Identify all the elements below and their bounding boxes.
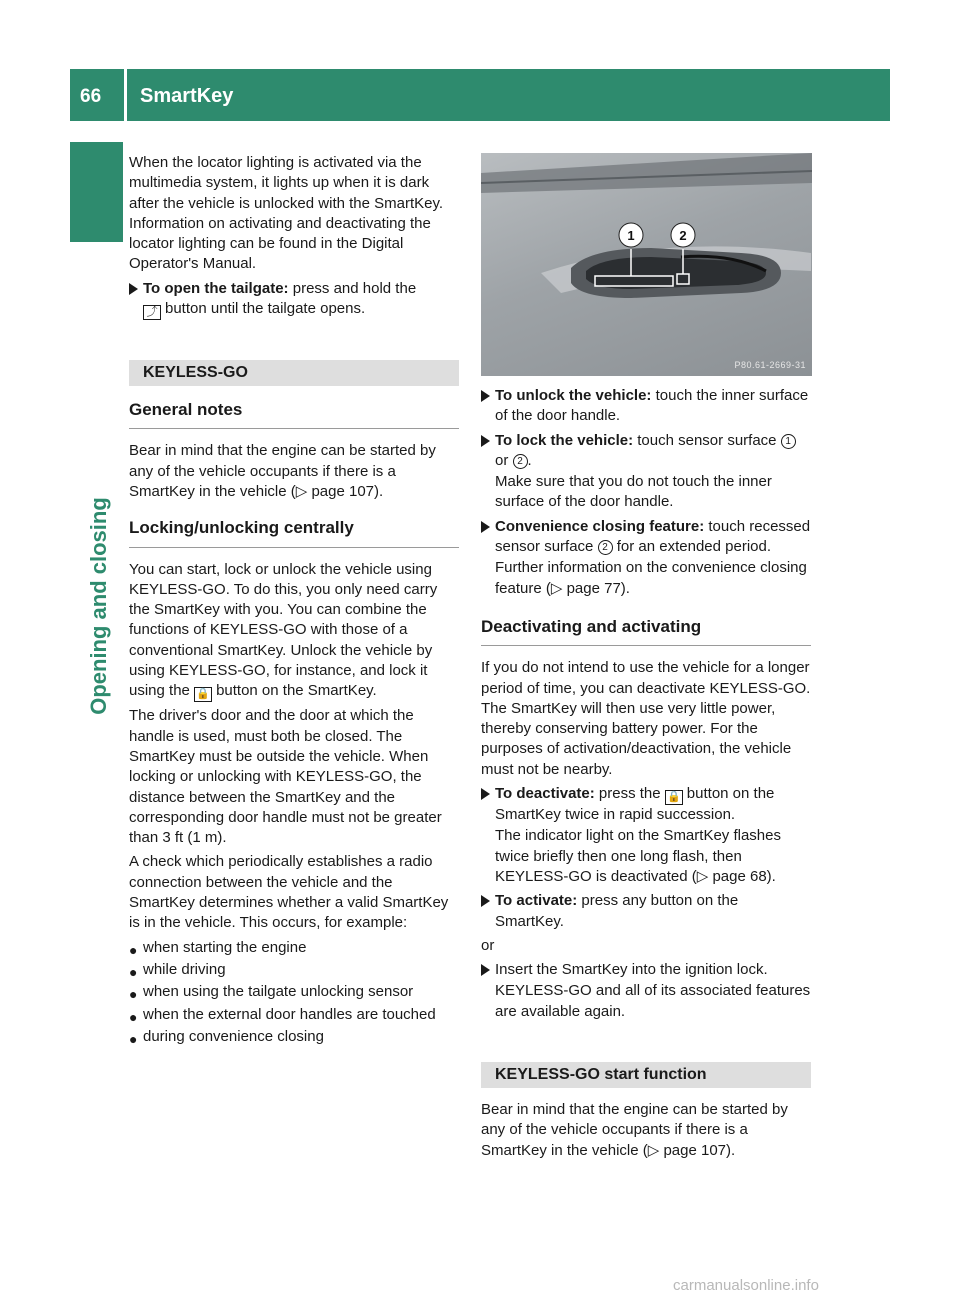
list-item-text: when using the tailgate unlocking sensor <box>143 983 414 1001</box>
step-text: touch the inner surface of the door handle. <box>495 387 809 425</box>
step-note: KEYLESS-GO and all of its associated features are available again. <box>495 982 811 1020</box>
start-function-text: Bear in mind that the engine can be started by any of the vehicle occupants if there is a SmartKey in the vehicle (▷ page 107). <box>481 1101 788 1159</box>
bullet-icon: ● <box>129 941 138 958</box>
locking-paragraph-1 <box>129 560 459 703</box>
list-item <box>129 1027 459 1047</box>
step-arrow-icon <box>129 283 138 295</box>
header-separator <box>124 69 127 121</box>
keyless-go-start-heading: KEYLESS-GO start function <box>481 1062 811 1088</box>
general-notes-heading: General notes <box>129 400 459 429</box>
step-note: The indicator light on the SmartKey flashes twice briefly then one long flash, then KEYLESS-GO is deactivated (▷ page 68). <box>495 827 781 885</box>
callout-ref-1: 1 <box>781 434 796 449</box>
step-arrow-icon <box>481 788 490 800</box>
step-text: press and hold the <box>292 279 417 297</box>
list-item-text: while driving <box>143 960 226 978</box>
step-text: Insert the SmartKey into the ignition lock. <box>495 961 768 979</box>
general-notes-text: Bear in mind that the engine can be started by any of the vehicle occupants if there is a SmartKey in the vehicle (▷ page 107). <box>129 442 436 500</box>
or-text: or <box>481 936 495 954</box>
section-title: SmartKey <box>140 85 234 107</box>
step-text: for an extended period. <box>616 538 772 556</box>
step-arrow-icon <box>481 435 490 447</box>
list-item <box>129 960 459 980</box>
side-tab <box>70 142 123 242</box>
lock-key-icon: 🔒 <box>665 790 683 805</box>
locator-lighting-paragraph: When the locator lighting is activated via the multimedia system, it lights up when it is dark after the vehicle is unlocked with the SmartKey. Information on activating and deactivating the locator lighting can be found in the Digital Operator's Manual. <box>129 154 444 273</box>
insert-step <box>481 960 811 1022</box>
step-text: touch sensor surface <box>637 431 777 449</box>
locking-paragraph-2: The driver's door and the door at which the handle is used, must both be closed. The SmartKey must be outside the vehicle. When locking or unlocking with KEYLESS-GO, the distance between the SmartKey and the corresponding door handle must not be greater than 3 ft (1 m). <box>129 707 442 847</box>
step-note: Further information on the convenience closing feature (▷ page 77). <box>495 559 807 597</box>
keyless-go-heading: KEYLESS-GO <box>129 360 459 386</box>
lock-key-icon: 🔒 <box>194 687 212 702</box>
footer-watermark: carmanualsonline.info <box>673 1277 819 1294</box>
step-text: or <box>495 451 509 469</box>
step-note: Make sure that you do not touch the inner surface of the door handle. <box>495 473 772 511</box>
step-title: To activate: <box>495 892 578 910</box>
bullet-icon: ● <box>129 963 138 980</box>
locking-text: button on the SmartKey. <box>216 682 377 700</box>
list-item-text: when the external door handles are touched <box>143 1005 436 1023</box>
step-text: press any button on the SmartKey. <box>495 892 739 930</box>
list-item-text: when starting the engine <box>143 938 307 956</box>
step-title: To unlock the vehicle: <box>495 387 652 404</box>
chapter-label: Opening and closing <box>86 497 111 715</box>
step-title: To lock the vehicle: <box>495 431 634 449</box>
deactivating-heading: Deactivating and activating <box>481 617 811 646</box>
step-arrow-icon <box>481 964 490 976</box>
list-item <box>129 938 459 958</box>
deactivating-text: If you do not intend to use the vehicle for a longer period of time, you can deactivate KEYLESS-GO. The SmartKey will then use very little power, thereby conserving battery power. For the purposes of activation/deactivation, the vehicle must not be nearby. <box>481 659 811 778</box>
tailgate-step <box>129 279 459 320</box>
callout-2-label: 2 <box>679 228 687 243</box>
step-text: touch recessed sensor surface <box>495 517 811 556</box>
step-arrow-icon <box>481 390 490 402</box>
door-handle-illustration <box>481 153 812 376</box>
step-text: . <box>527 451 532 469</box>
list-item-text: during convenience closing <box>143 1027 324 1045</box>
locking-text: You can start, lock or unlock the vehicle using KEYLESS-GO. To do this, you only need carry the SmartKey with you. You can combine the functions of KEYLESS-GO with those of a conventional SmartKey. Unlock the vehicle by using KEYLESS-GO, for instance, and lock it using the <box>129 560 438 700</box>
right-column <box>481 386 811 1165</box>
locking-heading: Locking/unlocking centrally <box>129 518 459 547</box>
unlock-step <box>481 386 811 427</box>
step-arrow-icon <box>481 895 490 907</box>
step-title: To open the tailgate: <box>143 279 289 297</box>
lock-step <box>481 431 811 513</box>
tailgate-key-icon: ⤴ <box>143 305 161 320</box>
activate-step <box>481 891 811 932</box>
door-handle-photo <box>481 153 812 376</box>
bullet-icon: ● <box>129 1008 138 1025</box>
step-title: Convenience closing feature: <box>495 517 705 535</box>
bullet-icon: ● <box>129 986 138 1003</box>
step-title: To deactivate: <box>495 785 595 803</box>
step-arrow-icon <box>481 521 490 533</box>
step-text: press the <box>598 785 661 803</box>
deactivate-step <box>481 784 811 887</box>
list-item <box>129 1005 459 1025</box>
locking-paragraph-3: A check which periodically establishes a radio connection between the vehicle and the SmartKey determines whether a valid SmartKey is in the vehicle. This occurs, for example: <box>129 853 449 932</box>
page-number: 66 <box>80 86 102 107</box>
callout-ref-2: 2 <box>598 540 613 555</box>
bullet-icon: ● <box>129 1030 138 1047</box>
list-item <box>129 982 459 1002</box>
left-column <box>129 153 459 1049</box>
photo-code: P80.61-2669-31 <box>734 360 806 370</box>
step-text: button on the SmartKey twice in rapid succession. <box>495 785 775 824</box>
convenience-step <box>481 517 811 599</box>
callout-1-label: 1 <box>627 228 635 243</box>
step-text: button until the tailgate opens. <box>165 300 366 318</box>
callout-ref-2: 2 <box>513 454 528 469</box>
